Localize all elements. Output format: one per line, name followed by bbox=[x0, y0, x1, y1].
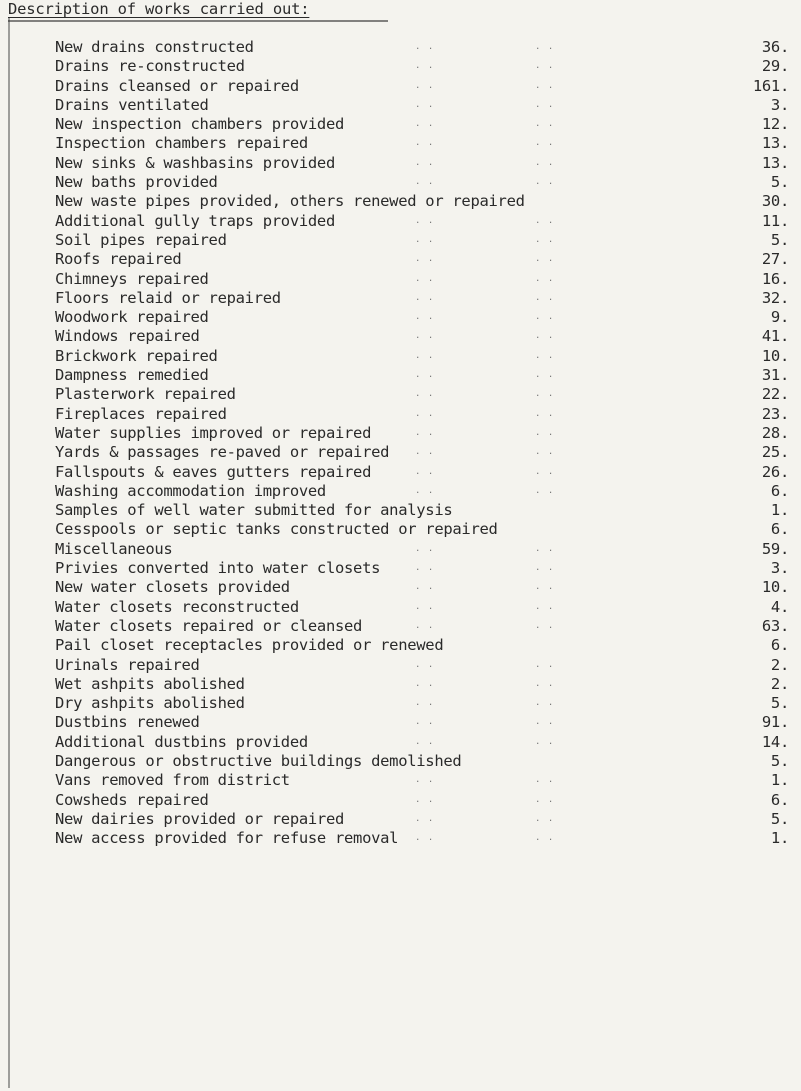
leader-dots: . . bbox=[415, 601, 435, 612]
works-count: 161. bbox=[752, 76, 789, 95]
works-label: Dry ashpits abolished bbox=[55, 694, 245, 713]
leader-dots: . . bbox=[415, 389, 435, 400]
works-row bbox=[55, 733, 795, 752]
leader-dots: . . bbox=[535, 485, 555, 496]
leader-dots: . . bbox=[415, 331, 435, 342]
works-label: New inspection chambers provided bbox=[55, 115, 345, 134]
leader-dots: . . bbox=[535, 292, 555, 303]
works-label: Dampness remedied bbox=[55, 366, 209, 385]
works-count: 5. bbox=[770, 230, 789, 249]
leader-dots: . . bbox=[415, 273, 435, 284]
leader-dots: . . bbox=[415, 80, 435, 91]
leader-dots: . . bbox=[535, 61, 555, 72]
works-row bbox=[55, 385, 795, 404]
works-label: Inspection chambers repaired bbox=[55, 134, 308, 153]
works-count: 41. bbox=[761, 327, 789, 346]
works-count: 2. bbox=[770, 674, 789, 693]
works-count: 11. bbox=[761, 211, 789, 230]
leader-dots: . . bbox=[535, 312, 555, 323]
works-label: Water closets repaired or cleansed bbox=[55, 616, 363, 635]
works-label: Windows repaired bbox=[55, 327, 200, 346]
leader-dots: . . bbox=[535, 350, 555, 361]
page-heading: Description of works carried out: bbox=[8, 0, 310, 18]
works-label: New waste pipes provided, others renewed or repaired bbox=[55, 192, 525, 211]
works-row bbox=[55, 578, 795, 597]
works-label: Drains ventilated bbox=[55, 95, 209, 114]
works-label: New dairies provided or repaired bbox=[55, 809, 345, 828]
works-label: Privies converted into water closets bbox=[55, 559, 381, 578]
works-count: 25. bbox=[761, 443, 789, 462]
leader-dots: . . bbox=[535, 80, 555, 91]
works-row bbox=[55, 250, 795, 269]
works-count: 1. bbox=[770, 771, 789, 790]
works-count: 28. bbox=[761, 423, 789, 442]
leader-dots: . . bbox=[535, 582, 555, 593]
works-count: 3. bbox=[770, 559, 789, 578]
works-list bbox=[55, 38, 795, 848]
works-label: Dangerous or obstructive buildings demolished bbox=[55, 751, 462, 770]
works-count: 5. bbox=[770, 751, 789, 770]
works-label: Water supplies improved or repaired bbox=[55, 423, 372, 442]
leader-dots: . . bbox=[535, 157, 555, 168]
leader-dots: . . bbox=[415, 427, 435, 438]
works-label: Roofs repaired bbox=[55, 250, 182, 269]
works-label: Floors relaid or repaired bbox=[55, 288, 281, 307]
leader-dots: . . bbox=[415, 157, 435, 168]
works-row bbox=[55, 694, 795, 713]
works-row bbox=[55, 308, 795, 327]
leader-dots: . . bbox=[535, 408, 555, 419]
works-count: 16. bbox=[761, 269, 789, 288]
leader-dots: . . bbox=[415, 447, 435, 458]
works-row bbox=[55, 656, 795, 675]
leader-dots: . . bbox=[535, 678, 555, 689]
works-row bbox=[55, 366, 795, 385]
leader-dots: . . bbox=[535, 447, 555, 458]
works-row bbox=[55, 212, 795, 231]
works-count: 6. bbox=[770, 790, 789, 809]
leader-dots: . . bbox=[415, 99, 435, 110]
leader-dots: . . bbox=[535, 833, 555, 844]
works-count: 1. bbox=[770, 829, 789, 848]
leader-dots: . . bbox=[415, 813, 435, 824]
leader-dots: . . bbox=[415, 466, 435, 477]
leader-dots: . . bbox=[535, 563, 555, 574]
works-label: Fireplaces repaired bbox=[55, 404, 227, 423]
works-count: 5. bbox=[770, 809, 789, 828]
leader-dots: . . bbox=[535, 601, 555, 612]
works-row bbox=[55, 115, 795, 134]
leader-dots: . . bbox=[415, 543, 435, 554]
works-label: Water closets reconstructed bbox=[55, 597, 299, 616]
leader-dots: . . bbox=[535, 331, 555, 342]
leader-dots: . . bbox=[415, 563, 435, 574]
works-label: Dustbins renewed bbox=[55, 713, 200, 732]
works-count: 26. bbox=[761, 462, 789, 481]
works-row bbox=[55, 501, 795, 520]
works-label: Yards & passages re-paved or repaired bbox=[55, 443, 390, 462]
works-label: Brickwork repaired bbox=[55, 346, 218, 365]
leader-dots: . . bbox=[415, 61, 435, 72]
works-label: Wet ashpits abolished bbox=[55, 674, 245, 693]
works-row bbox=[55, 57, 795, 76]
leader-dots: . . bbox=[415, 312, 435, 323]
works-row bbox=[55, 96, 795, 115]
works-count: 91. bbox=[761, 713, 789, 732]
leader-dots: . . bbox=[535, 466, 555, 477]
works-row bbox=[55, 77, 795, 96]
leader-dots: . . bbox=[535, 717, 555, 728]
works-label: Miscellaneous bbox=[55, 539, 173, 558]
left-margin-rule bbox=[8, 18, 10, 1088]
works-count: 31. bbox=[761, 366, 789, 385]
works-count: 27. bbox=[761, 250, 789, 269]
works-row bbox=[55, 752, 795, 771]
works-label: New sinks & washbasins provided bbox=[55, 153, 335, 172]
leader-dots: . . bbox=[535, 119, 555, 130]
works-label: New water closets provided bbox=[55, 578, 290, 597]
works-row bbox=[55, 443, 795, 462]
leader-dots: . . bbox=[535, 177, 555, 188]
leader-dots: . . bbox=[415, 620, 435, 631]
works-count: 10. bbox=[761, 346, 789, 365]
works-count: 29. bbox=[761, 57, 789, 76]
leader-dots: . . bbox=[415, 582, 435, 593]
works-count: 22. bbox=[761, 385, 789, 404]
leader-dots: . . bbox=[535, 659, 555, 670]
works-label: Additional gully traps provided bbox=[55, 211, 335, 230]
leader-dots: . . bbox=[535, 698, 555, 709]
works-label: New drains constructed bbox=[55, 38, 254, 56]
works-label: Plasterwork repaired bbox=[55, 385, 236, 404]
leader-dots: . . bbox=[415, 659, 435, 670]
leader-dots: . . bbox=[535, 370, 555, 381]
works-count: 1. bbox=[770, 501, 789, 520]
leader-dots: . . bbox=[415, 370, 435, 381]
works-row bbox=[55, 810, 795, 829]
leader-dots: . . bbox=[535, 813, 555, 824]
leader-dots: . . bbox=[415, 254, 435, 265]
leader-dots: . . bbox=[415, 234, 435, 245]
leader-dots: . . bbox=[535, 389, 555, 400]
leader-dots: . . bbox=[415, 485, 435, 496]
works-label: Drains cleansed or repaired bbox=[55, 76, 299, 95]
leader-dots: . . bbox=[415, 794, 435, 805]
leader-dots: . . bbox=[535, 543, 555, 554]
leader-dots: . . bbox=[415, 717, 435, 728]
works-label: Pail closet receptacles provided or renewed bbox=[55, 636, 444, 655]
works-row bbox=[55, 231, 795, 250]
works-row bbox=[55, 38, 795, 57]
leader-dots: . . bbox=[415, 408, 435, 419]
works-count: 5. bbox=[770, 694, 789, 713]
leader-dots: . . bbox=[535, 273, 555, 284]
works-label: Samples of well water submitted for analysis bbox=[55, 501, 453, 520]
leader-dots: . . bbox=[535, 99, 555, 110]
works-label: Washing accommodation improved bbox=[55, 481, 326, 500]
leader-dots: . . bbox=[415, 215, 435, 226]
leader-dots: . . bbox=[415, 678, 435, 689]
leader-dots: . . bbox=[535, 42, 555, 52]
leader-dots: . . bbox=[415, 698, 435, 709]
works-count: 6. bbox=[770, 520, 789, 539]
leader-dots: . . bbox=[535, 138, 555, 149]
leader-dots: . . bbox=[535, 736, 555, 747]
works-label: Woodwork repaired bbox=[55, 308, 209, 327]
leader-dots: . . bbox=[535, 794, 555, 805]
works-row bbox=[55, 559, 795, 578]
works-count: 13. bbox=[761, 134, 789, 153]
works-row bbox=[55, 713, 795, 732]
leader-dots: . . bbox=[415, 138, 435, 149]
works-label: New baths provided bbox=[55, 173, 218, 192]
works-label: Urinals repaired bbox=[55, 655, 200, 674]
works-row bbox=[55, 134, 795, 153]
works-count: 12. bbox=[761, 115, 789, 134]
leader-dots: . . bbox=[415, 350, 435, 361]
works-label: Fallspouts & eaves gutters repaired bbox=[55, 462, 372, 481]
works-count: 59. bbox=[761, 539, 789, 558]
works-row bbox=[55, 173, 795, 192]
works-row bbox=[55, 598, 795, 617]
works-count: 6. bbox=[770, 481, 789, 500]
works-row bbox=[55, 154, 795, 173]
leader-dots: . . bbox=[535, 427, 555, 438]
works-row bbox=[55, 675, 795, 694]
works-row bbox=[55, 289, 795, 308]
works-label: Cowsheds repaired bbox=[55, 790, 209, 809]
leader-dots: . . bbox=[415, 292, 435, 303]
works-count: 63. bbox=[761, 616, 789, 635]
leader-dots: . . bbox=[415, 119, 435, 130]
works-row bbox=[55, 192, 795, 211]
works-count: 14. bbox=[761, 732, 789, 751]
leader-dots: . . bbox=[535, 254, 555, 265]
works-count: 5. bbox=[770, 173, 789, 192]
leader-dots: . . bbox=[415, 775, 435, 786]
works-label: Soil pipes repaired bbox=[55, 230, 227, 249]
leader-dots: . . bbox=[535, 775, 555, 786]
heading-underline bbox=[8, 20, 388, 22]
works-row bbox=[55, 347, 795, 366]
leader-dots: . . bbox=[535, 620, 555, 631]
works-label: Drains re-constructed bbox=[55, 57, 245, 76]
leader-dots: . . bbox=[535, 215, 555, 226]
works-row bbox=[55, 270, 795, 289]
works-row bbox=[55, 424, 795, 443]
works-label: Cesspools or septic tanks constructed or repaired bbox=[55, 520, 498, 539]
works-row bbox=[55, 463, 795, 482]
works-count: 2. bbox=[770, 655, 789, 674]
leader-dots: . . bbox=[415, 833, 435, 844]
works-label: Additional dustbins provided bbox=[55, 732, 308, 751]
works-count: 23. bbox=[761, 404, 789, 423]
works-count: 36. bbox=[761, 38, 789, 56]
leader-dots: . . bbox=[415, 177, 435, 188]
works-count: 3. bbox=[770, 95, 789, 114]
leader-dots: . . bbox=[415, 42, 435, 52]
works-count: 32. bbox=[761, 288, 789, 307]
works-row bbox=[55, 636, 795, 655]
works-count: 9. bbox=[770, 308, 789, 327]
works-row bbox=[55, 405, 795, 424]
works-row bbox=[55, 617, 795, 636]
works-row bbox=[55, 771, 795, 790]
works-row bbox=[55, 540, 795, 559]
works-label: New access provided for refuse removal bbox=[55, 829, 399, 848]
works-label: Chimneys repaired bbox=[55, 269, 209, 288]
works-count: 13. bbox=[761, 153, 789, 172]
leader-dots: . . bbox=[535, 234, 555, 245]
works-row bbox=[55, 482, 795, 501]
works-row bbox=[55, 327, 795, 346]
leader-dots: . . bbox=[415, 736, 435, 747]
works-row bbox=[55, 791, 795, 810]
works-row bbox=[55, 829, 795, 848]
works-count: 4. bbox=[770, 597, 789, 616]
works-count: 10. bbox=[761, 578, 789, 597]
works-count: 30. bbox=[761, 192, 789, 211]
works-label: Vans removed from district bbox=[55, 771, 290, 790]
works-count: 6. bbox=[770, 636, 789, 655]
works-row bbox=[55, 520, 795, 539]
